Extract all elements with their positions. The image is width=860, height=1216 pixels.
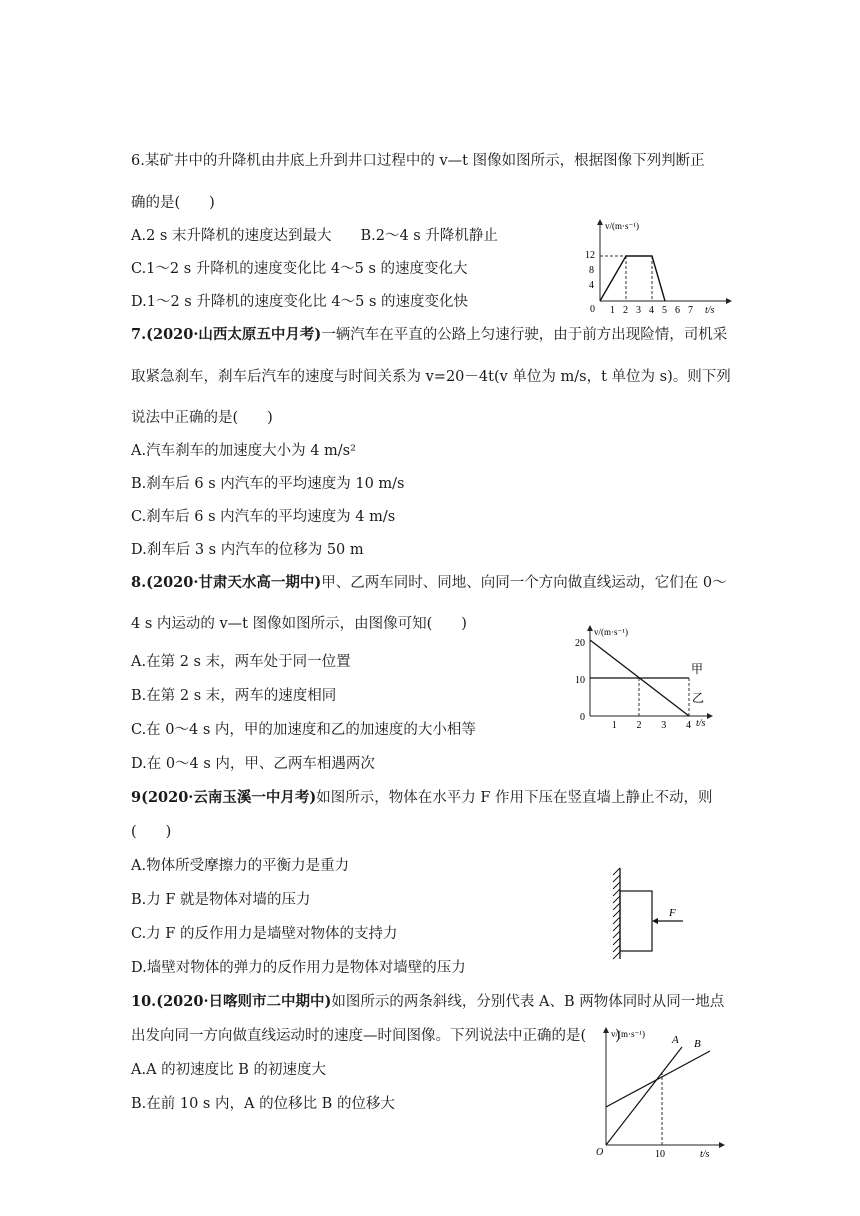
y-tick-10: 10: [575, 675, 585, 686]
x-tick-6: 6: [675, 305, 680, 316]
x-tick-10: 10: [655, 1149, 665, 1160]
q9-wall-diagram: [608, 864, 698, 964]
y-tick-0: 0: [580, 712, 585, 723]
x-axis-label: t/s: [700, 1149, 710, 1160]
line-b: [606, 1051, 710, 1107]
x-tick-4: 4: [649, 305, 654, 316]
q8-stem-text: 甲、乙两车同时、同地、向同一个方向做直线运动，它们在 0～: [321, 575, 727, 591]
x-tick-1: 1: [610, 305, 615, 316]
origin-label: 0: [590, 304, 595, 315]
q9-stem-line1: [131, 788, 713, 808]
y-tick-20: 20: [575, 638, 585, 649]
q6-vt-graph: [585, 214, 735, 318]
q8-source: 8.(2020·甘肃天水高一期中): [131, 574, 322, 591]
x-axis-label: t/s: [705, 305, 715, 316]
q7-stem-line1: [131, 325, 727, 345]
vt-line: [600, 256, 665, 301]
y-axis-label: v/(m·s⁻¹): [594, 627, 628, 637]
x-axis-label: t/s: [696, 718, 706, 729]
q9-stem-text: 如图所示，物体在水平力 F 作用下压在竖直墙上静止不动，则: [316, 790, 713, 806]
q8-stem-line2: 4 s 内运动的 v—t 图像如图所示，由图像可知( ): [131, 616, 467, 632]
q7-stem-line2: 取紧急刹车，刹车后汽车的速度与时间关系为 v=20－4t(v 单位为 m/s，t 单位为 s)。则下列: [131, 369, 731, 385]
q7-stem-text: 一辆汽车在平直的公路上匀速行驶，由于前方出现险情，司机采: [321, 327, 728, 343]
q9-option-a: A.物体所受摩擦力的平衡力是重力: [131, 858, 350, 874]
q7-option-d: D.刹车后 3 s 内汽车的位移为 50 m: [131, 542, 364, 558]
x-tick-3: 3: [661, 720, 667, 731]
q6-option-c: C.1～2 s 升降机的速度变化比 4～5 s 的速度变化大: [131, 261, 468, 277]
q8-option-d: D.在 0～4 s 内，甲、乙两车相遇两次: [131, 756, 375, 772]
x-tick-2: 2: [636, 720, 642, 731]
x-tick-4: 4: [686, 720, 691, 731]
q9-source: 9(2020·云南玉溪一中月考): [131, 789, 317, 806]
series-jia-label: 甲: [691, 662, 704, 676]
q10-option-a: A.A 的初速度比 B 的初速度大: [131, 1062, 327, 1078]
wall-hatching: [613, 868, 620, 959]
q7-stem-line3: 说法中正确的是( ): [131, 410, 273, 426]
series-yi-label: 乙: [692, 691, 705, 705]
y-tick-4: 4: [589, 280, 594, 291]
y-axis-label: v/(m·s⁻¹): [611, 1029, 645, 1039]
q10-stem-line1: [131, 992, 724, 1012]
force-label: F: [669, 907, 676, 919]
q10-stem-text: 如图所示的两条斜线，分别代表 A、B 两物体同时从同一地点: [331, 994, 725, 1010]
q7-option-b: B.刹车后 6 s 内汽车的平均速度为 10 m/s: [131, 476, 405, 492]
q10-stem-line2: 出发向同一方向做直线运动时的速度—时间图像。下列说法中正确的是( ): [131, 1028, 621, 1044]
q10-option-b: B.在前 10 s 内，A 的位移比 B 的位移大: [131, 1096, 395, 1112]
q10-vt-graph: [592, 1022, 732, 1162]
q9-option-d: D.墙壁对物体的弹力的反作用力是物体对墙壁的压力: [131, 960, 466, 976]
y-tick-8: 8: [589, 265, 594, 276]
q9-option-b: B.力 F 就是物体对墙的压力: [131, 892, 311, 908]
q7-option-c: C.刹车后 6 s 内汽车的平均速度为 4 m/s: [131, 509, 396, 525]
block: [620, 891, 652, 951]
force-arrow-head: [652, 918, 658, 924]
q10-source: 10.(2020·日喀则市二中期中): [131, 993, 332, 1010]
x-tick-labels: [610, 305, 693, 316]
q9-option-c: C.力 F 的反作用力是墙壁对物体的支持力: [131, 926, 398, 942]
q8-option-c: C.在 0～4 s 内，甲的加速度和乙的加速度的大小相等: [131, 722, 476, 738]
x-tick-3: 3: [636, 305, 641, 316]
q8-stem-line1: [131, 573, 727, 593]
q6-stem-line1: 6.某矿井中的升降机由井底上升到井口过程中的 v—t 图像如图所示，根据图像下列判断正: [131, 153, 705, 169]
x-tick-1: 1: [611, 720, 617, 731]
label-a: A: [672, 1034, 679, 1046]
x-tick-7: 7: [688, 305, 693, 316]
x-tick-2: 2: [623, 305, 628, 316]
q6-stem-line2: 确的是( ): [131, 195, 215, 211]
q8-option-a: A.在第 2 s 末，两车处于同一位置: [131, 654, 351, 670]
origin-label: O: [596, 1147, 604, 1158]
x-tick-labels: [612, 720, 691, 731]
q7-option-a: A.汽车刹车的加速度大小为 4 m/s²: [131, 443, 356, 459]
q8-vt-graph: [572, 620, 717, 732]
y-tick-12: 12: [585, 250, 595, 261]
label-b: B: [694, 1038, 701, 1050]
line-a: [606, 1047, 682, 1145]
x-tick-5: 5: [662, 305, 667, 316]
q8-option-b: B.在第 2 s 末，两车的速度相同: [131, 688, 337, 704]
q6-option-ab: A.2 s 末升降机的速度达到最大 B.2～4 s 升降机静止: [131, 228, 498, 244]
y-axis-label: v/(m·s⁻¹): [605, 221, 639, 231]
q9-stem-line2: ( ): [131, 824, 172, 840]
q6-option-d: D.1～2 s 升降机的速度变化比 4～5 s 的速度变化快: [131, 294, 469, 310]
q7-source: 7.(2020·山西太原五中月考): [131, 326, 322, 343]
